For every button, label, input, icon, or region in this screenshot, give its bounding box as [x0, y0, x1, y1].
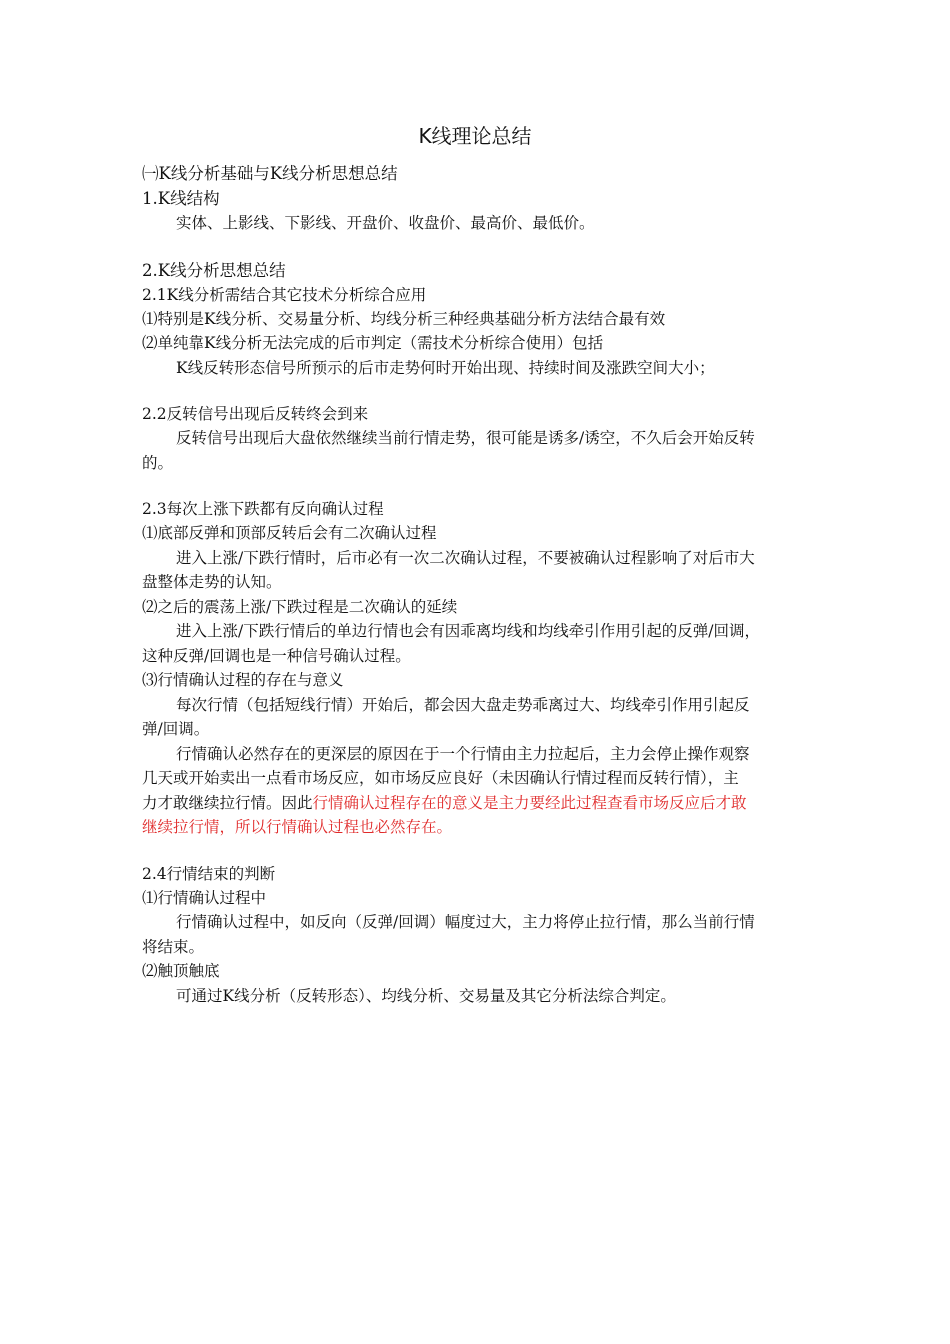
paragraph-line: 反转信号出现后大盘依然继续当前行情走势，很可能是诱多/诱空，不久后会开始反转 [176, 429, 755, 447]
list-item: ⑶行情确认过程的存在与意义 [142, 671, 344, 689]
paragraph-line: 行情确认必然存在的更深层的原因在于一个行情由主力拉起后，主力会停止操作观察 [176, 744, 750, 763]
document-title: K线理论总结 [418, 124, 532, 148]
subsection-heading: 2.1K线分析需结合其它技术分析综合应用 [142, 285, 427, 304]
list-item: ⑴行情确认过程中 [142, 888, 267, 907]
subsection-heading: 2.K线分析思想总结 [142, 260, 286, 280]
paragraph: K线反转形态信号所预示的后市走势何时开始出现、持续时间及涨跌空间大小； [176, 358, 715, 377]
highlighted-text: 继续拉行情，所以行情确认过程也必然存在。 [142, 818, 453, 836]
subsection-heading: 2.2反转信号出现后反转终会到来 [142, 405, 369, 423]
subsection-heading: 2.3每次上涨下跌都有反向确认过程 [142, 500, 384, 518]
paragraph-line: 每次行情（包括短线行情）开始后，都会因大盘走势乖离过大、均线牵引作用引起反 [176, 695, 750, 714]
paragraph: 可通过K线分析（反转形态）、均线分析、交易量及其它分析法综合判定。 [176, 986, 676, 1005]
spacer [142, 380, 822, 402]
spacer [142, 840, 822, 862]
list-item: ⑵触顶触底 [142, 962, 220, 980]
list-item: ⑴特别是K线分析、交易量分析、均线分析三种经典基础分析方法结合最有效 [142, 309, 666, 328]
highlighted-text: 行情确认过程存在的意义是主力要经此过程查看市场反应后才敢 [312, 793, 747, 812]
section-heading: ㈠K线分析基础与K线分析思想总结 [142, 164, 398, 183]
list-item: ⑵单纯靠K线分析无法完成的后市判定（需技术分析综合使用）包括 [142, 334, 604, 352]
paragraph-line: 几天或开始卖出一点看市场反应，如市场反应良好（未因确认行情过程而反转行情），主 [142, 769, 739, 787]
paragraph-line: 行情确认过程中，如反向（反弹/回调）幅度过大，主力将停止拉行情，那么当前行情 [176, 913, 755, 931]
subsection-heading: 1.K线结构 [142, 189, 220, 208]
list-item: ⑴底部反弹和顶部反转后会有二次确认过程 [142, 524, 437, 542]
paragraph-line: 进入上涨/下跌行情时，后市必有一次二次确认过程，不要被确认过程影响了对后市大 [176, 548, 755, 567]
paragraph-line: 盘整体走势的认知。 [142, 573, 282, 591]
paragraph: 实体、上影线、下影线、开盘价、收盘价、最高价、最低价。 [176, 214, 595, 232]
paragraph-line: 的。 [142, 453, 174, 472]
document-body [142, 161, 822, 1008]
plain-text: 力才敢继续拉行情。因此 [142, 793, 313, 812]
paragraph-line: 将结束。 [142, 937, 205, 956]
spacer [142, 236, 822, 258]
paragraph-line: 这种反弹/回调也是一种信号确认过程。 [142, 646, 411, 665]
paragraph-line: 弹/回调。 [142, 720, 210, 738]
subsection-heading: 2.4行情结束的判断 [142, 864, 276, 883]
list-item: ⑵之后的震荡上涨/下跌过程是二次确认的延续 [142, 597, 458, 616]
spacer [142, 475, 822, 497]
paragraph-line [142, 791, 822, 816]
paragraph-line: 进入上涨/下跌行情后的单边行情也会有因乖离均线和均线牵引作用引起的反弹/回调， [176, 622, 760, 640]
